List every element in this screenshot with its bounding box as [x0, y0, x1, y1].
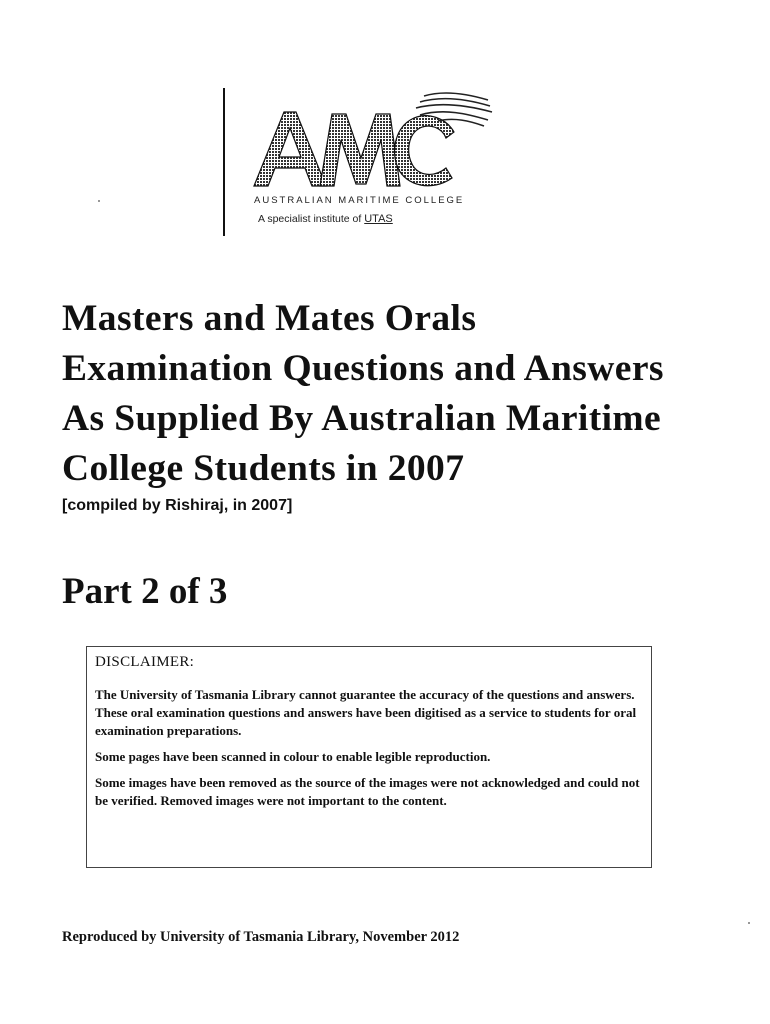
disclaimer-heading: DISCLAIMER:	[95, 654, 195, 670]
scan-speck	[98, 200, 100, 202]
scan-speck	[748, 922, 750, 924]
title-line: College Students in 2007	[62, 448, 465, 489]
reproduction-note: Reproduced by University of Tasmania Library, November 2012	[62, 929, 460, 945]
title-line: As Supplied By Australian Maritime	[62, 398, 662, 439]
part-label: Part 2 of 3	[62, 571, 228, 612]
logo-tagline	[258, 213, 393, 225]
disclaimer-paragraph: Some pages have been scanned in colour to enable legible reproduction.	[95, 749, 491, 764]
logo-college-name: AUSTRALIAN MARITIME COLLEGE	[254, 195, 465, 206]
title-line: Masters and Mates Orals	[62, 298, 477, 339]
disclaimer-box	[86, 646, 652, 868]
logo-tagline-prefix: A specialist institute of	[258, 213, 362, 225]
logo-divider	[223, 88, 225, 236]
title-line: Examination Questions and Answers	[62, 348, 664, 389]
amc-logo	[248, 88, 498, 238]
logo-tagline-utas: UTAS	[364, 213, 393, 225]
compiled-by: [compiled by Rishiraj, in 2007]	[62, 497, 293, 514]
disclaimer-paragraph: The University of Tasmania Library cannot guarantee the accuracy of the questions and answers. These oral examination questions and answers have been digitised as a service to students for oral examination preparations.	[95, 687, 637, 738]
amc-logo-icon	[248, 88, 498, 194]
document-title	[62, 294, 664, 494]
disclaimer-paragraph: Some images have been removed as the source of the images were not acknowledged and could not be verified. Removed images were not important to the content.	[95, 775, 640, 808]
